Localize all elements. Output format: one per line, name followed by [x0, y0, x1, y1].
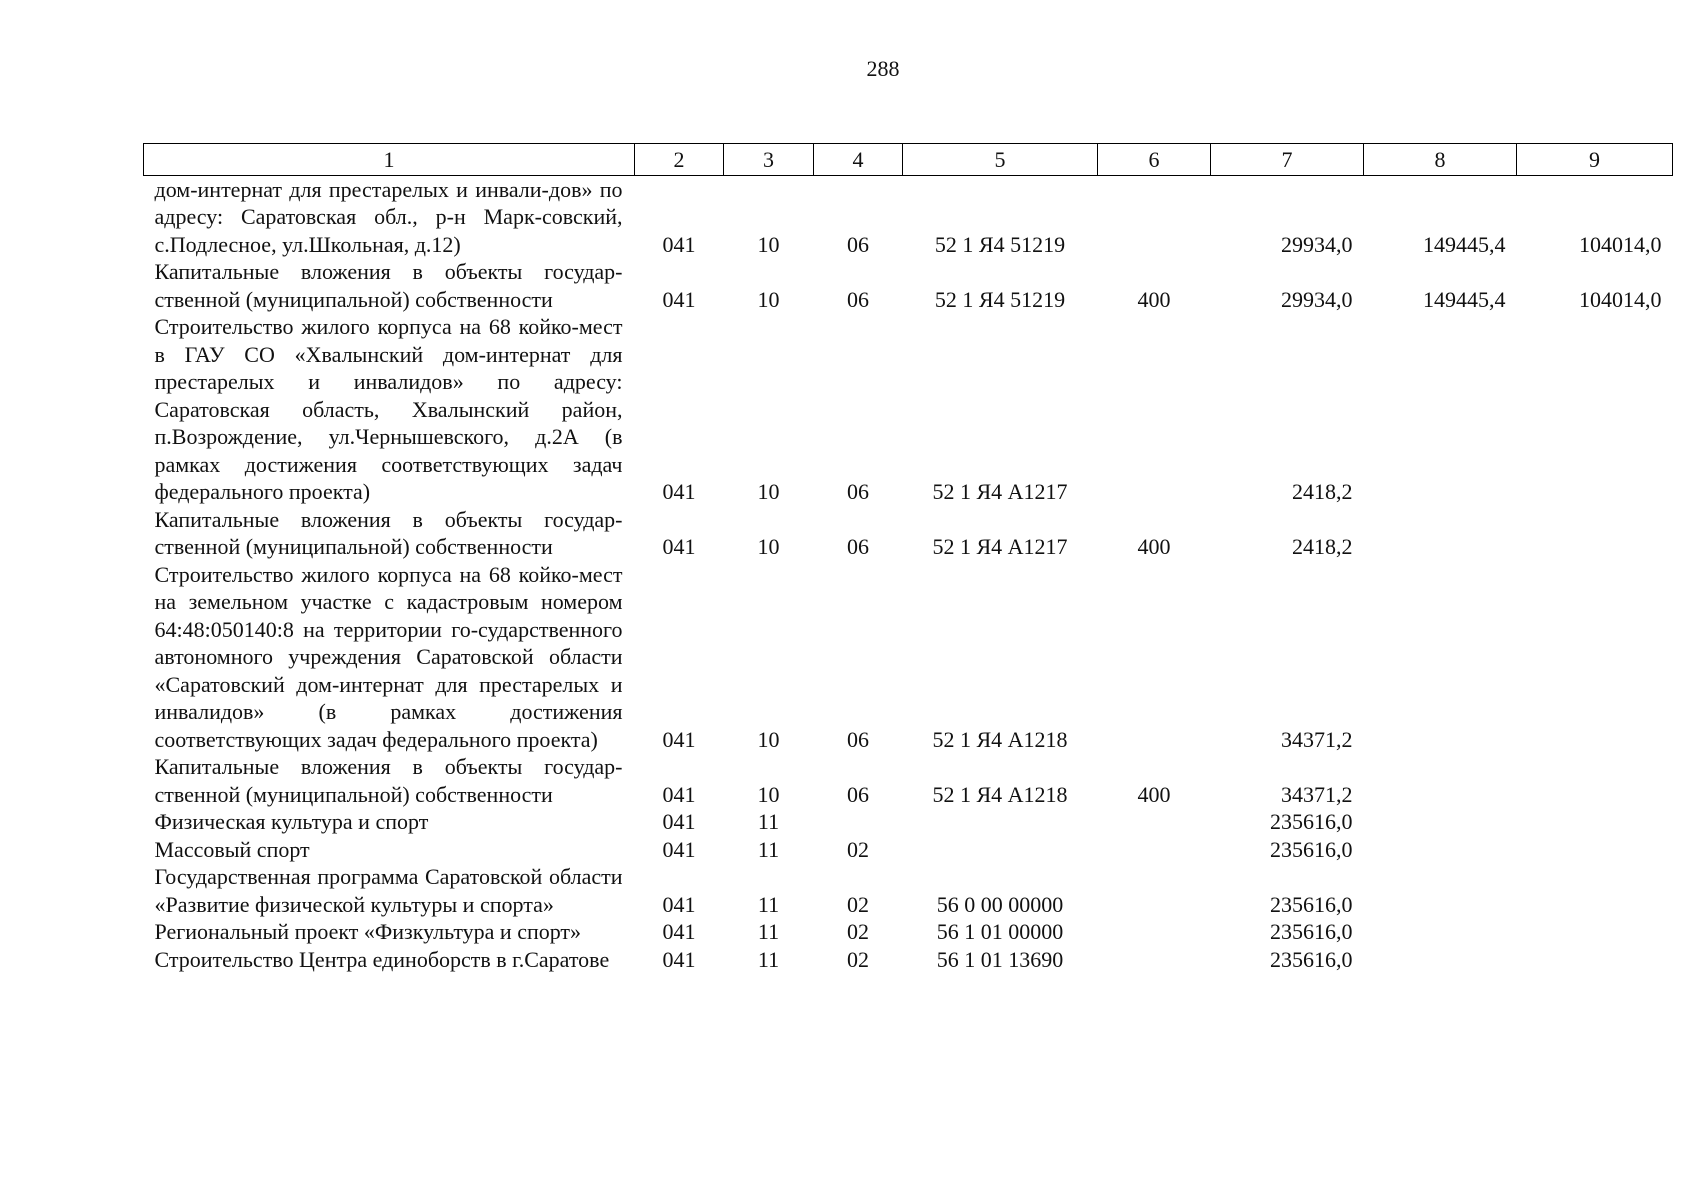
item-name: Капитальные вложения в объекты государ-ственной (муниципальной) собственности: [154, 754, 623, 807]
cell-amount-2: 149445,4: [1423, 286, 1506, 312]
item-name: Массовый спорт: [154, 836, 310, 862]
column-header: 3: [724, 144, 814, 176]
table-row: [144, 918, 1673, 946]
cell-amount-1: 2418,2: [1292, 534, 1353, 559]
cell-code-admin: 041: [662, 836, 696, 862]
cell-code-admin: 041: [662, 919, 696, 944]
cell-code-admin: 041: [662, 231, 696, 257]
cell-amount-1: 235616,0: [1270, 946, 1353, 972]
table-row: [144, 175, 1673, 258]
cell-amount-3: [1517, 313, 1673, 506]
cell-subsection: 02: [847, 919, 869, 944]
cell-amount-1: 235616,0: [1270, 809, 1353, 834]
cell-section: 11: [757, 836, 780, 862]
cell-expense-type: [1098, 808, 1211, 836]
item-name: Капитальные вложения в объекты государ-ственной (муниципальной) собственности: [154, 259, 623, 312]
cell-code-admin: 041: [662, 781, 696, 807]
cell-section: 10: [757, 286, 780, 312]
cell-expense-type: [1098, 313, 1211, 506]
budget-table: [143, 143, 1673, 973]
cell-amount-2: [1364, 753, 1517, 808]
table-header: [144, 144, 1673, 176]
cell-target-code: [903, 808, 1098, 836]
column-header: 7: [1211, 144, 1364, 176]
cell-amount-1: 2418,2: [1292, 479, 1353, 504]
cell-section: 10: [757, 231, 780, 257]
cell-section: 10: [757, 479, 780, 504]
cell-code-admin: 041: [662, 946, 696, 972]
cell-amount-3: 104014,0: [1579, 286, 1662, 312]
cell-subsection: 06: [847, 479, 869, 504]
cell-target-code: [903, 836, 1098, 864]
cell-target-code: 52 1 Я4 А1217: [932, 534, 1068, 559]
cell-target-code: 52 1 Я4 51219: [934, 231, 1066, 257]
cell-amount-3: [1517, 863, 1673, 918]
cell-subsection: 02: [847, 891, 869, 917]
column-header: 2: [635, 144, 724, 176]
cell-amount-3: [1517, 808, 1673, 836]
cell-target-code: 56 1 01 00000: [936, 919, 1064, 944]
table-row: [144, 836, 1673, 864]
cell-expense-type: [1098, 175, 1211, 258]
column-header: 4: [814, 144, 903, 176]
cell-amount-1: 34371,2: [1281, 726, 1353, 752]
item-name: Капитальные вложения в объекты государ-ственной (муниципальной) собственности: [154, 506, 623, 559]
cell-section: 11: [757, 946, 780, 972]
cell-code-admin: 041: [662, 286, 696, 312]
item-name: Строительство Центра единоборств в г.Саратове: [154, 946, 610, 972]
item-name: Физическая культура и спорт: [154, 809, 429, 834]
table-row: [144, 863, 1673, 918]
page-number: 288: [866, 56, 900, 81]
item-name: Региональный проект «Физкультура и спорт»: [154, 919, 582, 944]
cell-expense-type: 400: [1137, 286, 1171, 312]
cell-code-admin: 041: [662, 891, 696, 917]
cell-section: 10: [757, 781, 780, 807]
cell-amount-3: 104014,0: [1579, 231, 1662, 257]
cell-subsection: 06: [847, 781, 869, 807]
cell-expense-type: [1098, 946, 1211, 974]
cell-subsection: 06: [847, 534, 869, 559]
cell-amount-1: 29934,0: [1281, 286, 1353, 312]
table-row: [144, 753, 1673, 808]
cell-expense-type: [1098, 561, 1211, 754]
header-row: [144, 144, 1673, 176]
column-header: 5: [903, 144, 1098, 176]
cell-subsection: 02: [847, 836, 869, 862]
cell-amount-1: 29934,0: [1281, 231, 1353, 257]
cell-target-code: 56 1 01 13690: [936, 946, 1064, 972]
cell-amount-2: [1364, 946, 1517, 974]
cell-section: 11: [757, 891, 780, 917]
table-row: [144, 946, 1673, 974]
item-name: Строительство жилого корпуса на 68 койко-мест в ГАУ СО «Хвалынский дом-интернат для престарелых и инвалидов» по адресу: Саратовская область, Хвалынский район, п.Возрождение, ул.Чернышевского, д.2А (в рамках достижения соответствующих задач федерального проекта): [154, 314, 623, 504]
cell-expense-type: 400: [1137, 781, 1171, 807]
cell-amount-2: 149445,4: [1423, 231, 1506, 257]
cell-amount-2: [1364, 808, 1517, 836]
item-name: Государственная программа Саратовской области «Развитие физической культуры и спорта»: [154, 864, 623, 917]
cell-amount-1: 235616,0: [1270, 836, 1353, 862]
cell-amount-2: [1364, 313, 1517, 506]
column-header: 6: [1098, 144, 1211, 176]
cell-section: 11: [757, 809, 780, 834]
cell-section: 11: [757, 919, 780, 944]
cell-amount-2: [1364, 863, 1517, 918]
cell-target-code: 52 1 Я4 51219: [934, 286, 1066, 312]
cell-amount-3: [1517, 753, 1673, 808]
cell-target-code: 56 0 00 00000: [936, 891, 1064, 917]
table-row: [144, 561, 1673, 754]
column-header: 8: [1364, 144, 1517, 176]
cell-section: 10: [757, 726, 780, 752]
cell-code-admin: 041: [662, 534, 696, 559]
cell-amount-3: [1517, 918, 1673, 946]
column-header: 9: [1517, 144, 1673, 176]
column-header: 1: [144, 144, 635, 176]
cell-target-code: 52 1 Я4 А1217: [932, 479, 1068, 504]
cell-code-admin: 041: [662, 809, 696, 834]
cell-subsection: 06: [847, 286, 869, 312]
table-body: [144, 175, 1673, 973]
cell-amount-3: [1517, 561, 1673, 754]
cell-expense-type: [1098, 918, 1211, 946]
cell-amount-2: [1364, 561, 1517, 754]
cell-amount-2: [1364, 836, 1517, 864]
cell-target-code: 52 1 Я4 А1218: [932, 726, 1068, 752]
cell-subsection: [814, 808, 903, 836]
cell-expense-type: [1098, 836, 1211, 864]
cell-amount-3: [1517, 506, 1673, 561]
table-row: [144, 808, 1673, 836]
cell-expense-type: [1098, 863, 1211, 918]
cell-amount-1: 34371,2: [1281, 781, 1353, 807]
cell-expense-type: 400: [1137, 534, 1171, 559]
cell-amount-1: 235616,0: [1270, 919, 1353, 944]
cell-amount-3: [1517, 836, 1673, 864]
cell-target-code: 52 1 Я4 А1218: [932, 781, 1068, 807]
cell-subsection: 06: [847, 726, 869, 752]
table-row: [144, 258, 1673, 313]
cell-section: 10: [757, 534, 780, 559]
item-name: Строительство жилого корпуса на 68 койко-мест на земельном участке с кадастровым номером 64:48:050140:8 на территории го-сударственного автономного учреждения Саратовской области «Саратовский дом-интернат для престарелых и инвалидов» (в рамках достижения соответствующих задач федерального проекта): [154, 561, 623, 752]
item-name: дом-интернат для престарелых и инвали-дов» по адресу: Саратовская обл., р-н Марк-совский, с.Подлесное, ул.Школьная, д.12): [154, 176, 623, 257]
cell-amount-1: 235616,0: [1270, 891, 1353, 917]
table-row: [144, 313, 1673, 506]
cell-code-admin: 041: [662, 726, 696, 752]
cell-code-admin: 041: [662, 479, 696, 504]
cell-subsection: 02: [847, 946, 869, 972]
cell-amount-2: [1364, 918, 1517, 946]
table-row: [144, 506, 1673, 561]
cell-amount-3: [1517, 946, 1673, 974]
cell-amount-2: [1364, 506, 1517, 561]
cell-subsection: 06: [847, 231, 869, 257]
